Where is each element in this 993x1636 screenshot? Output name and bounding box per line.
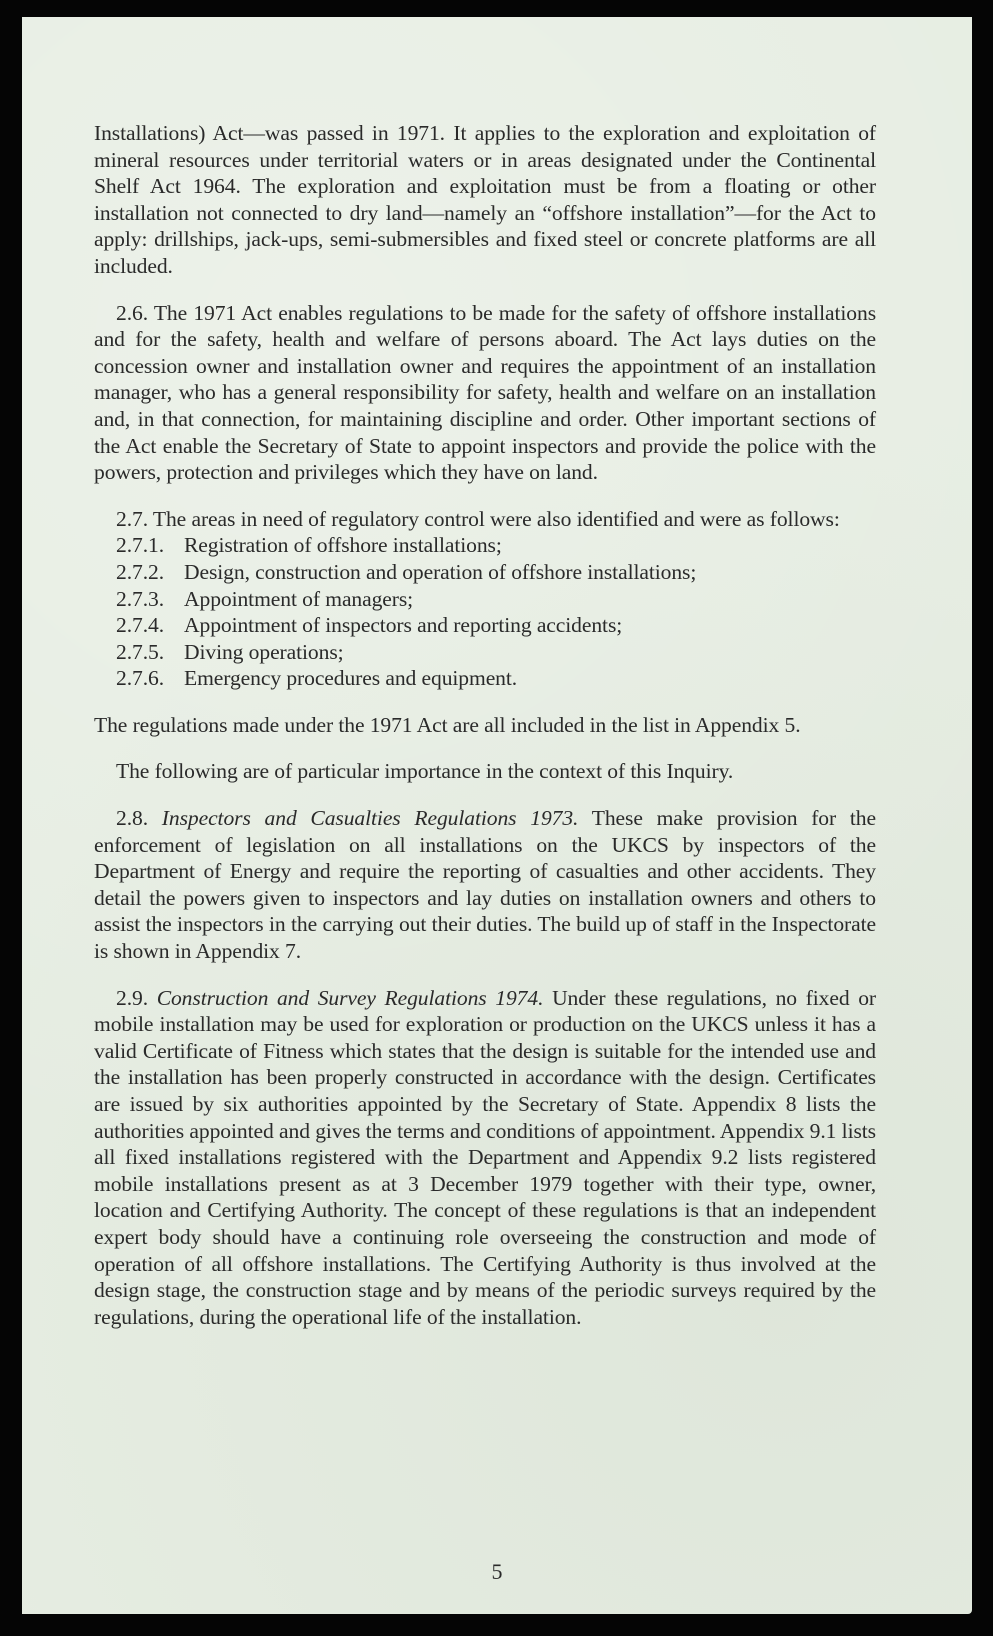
paragraph-body: Under these regulations, no fixed or mobile installation may be used for exploration or production on the UKCS unless it has a valid Certificate of Fitness which states that the design is suitable for the intended use and the installation has been properly constructed in accordance with the design. Certificates are issued by six authorities appointed by the Secretary of State. Appendix 8 lists the authorities appointed and gives the terms and conditions of appointment. Appendix 9.1 lists all fixed installations registered with the Department and Appendix 9.2 lists registered mobile installations present as at 3 December 1979 together with their type, owner, location and Certifying Authority. The concept of these regulations is that an independent expert body should have a continuing role overseeing the construction and mode of operation of all offshore installations. The Certifying Authority is thus involved at the design stage, the construction stage and by means of the periodic surveys required by the regulations, during the operational life of the installation.	[94, 985, 876, 1329]
page-number: 5	[491, 1559, 503, 1584]
regulation-title: Inspectors and Casualties Regulations 1973.	[161, 806, 579, 831]
section-number: 2.8.	[116, 806, 148, 831]
list-item-text: Appointment of inspectors and reporting accidents;	[184, 613, 623, 638]
paragraph-regulations: The regulations made under the 1971 Act are all included in the list in Appendix 5.	[94, 712, 801, 737]
list-item	[116, 665, 876, 692]
list-item-number: 2.7.2.	[116, 559, 164, 584]
paragraph-2-8	[94, 805, 876, 965]
list-item-text: Emergency procedures and equipment.	[184, 666, 518, 691]
body-text	[94, 120, 876, 1350]
paragraph-following: The following are of particular importance in the context of this Inquiry.	[116, 759, 734, 784]
list-item-text: Appointment of managers;	[184, 586, 414, 611]
paragraph-2-7: 2.7. The areas in need of regulatory control were also identified and were as follows:	[116, 506, 840, 531]
paragraph-2-6: 2.6. The 1971 Act enables regulations to be made for the safety of offshore installations and for the safety, health and welfare of persons aboard. The Act lays duties on the concession owner and installation owner and requires the appointment of an installation manager, who has a general responsibility for safety, health and welfare on an installation and, in that connection, for maintaining discipline and order. Other important sections of the Act enable the Secretary of State to appoint inspectors and provide the police with the powers, protection and privileges which they have on land.	[94, 300, 876, 485]
list-item-number: 2.7.1.	[116, 533, 164, 558]
list-item	[116, 586, 876, 613]
paragraph-2-9	[94, 985, 876, 1331]
list-item-number: 2.7.6.	[116, 666, 164, 691]
list-item-number: 2.7.3.	[116, 586, 164, 611]
document-page	[22, 17, 972, 1614]
list-item	[116, 639, 876, 666]
list-item-number: 2.7.5.	[116, 639, 164, 664]
paragraph-intro: Installations) Act—was passed in 1971. It applies to the exploration and exploitation of mineral resources under territorial waters or in areas designated under the Continental Shelf Act 1964. The exploration and exploitation must be from a floating or other installation not connected to dry land—namely an “offshore installation”—for the Act to apply: drillships, jack-ups, semi-submersibles and fixed steel or concrete platforms are all included.	[94, 121, 876, 278]
section-number: 2.9.	[116, 985, 148, 1010]
list-item	[116, 612, 876, 639]
paragraph-body: These make provision for the enforcement of legislation on all installations on the UKCS by inspectors of the Department of Energy and require the reporting of casualties and other accidents. They detail the powers given to inspectors and lay duties on installation owners and others to assist the inspectors in the carrying out their duties. The build up of staff in the Inspectorate is shown in Appendix 7.	[94, 806, 876, 964]
list-item-text: Diving operations;	[184, 639, 344, 664]
regulatory-areas-list	[116, 532, 876, 692]
list-item-number: 2.7.4.	[116, 613, 164, 638]
regulation-title: Construction and Survey Regulations 1974.	[156, 985, 544, 1010]
list-item	[116, 532, 876, 559]
list-item-text: Registration of offshore installations;	[184, 533, 502, 558]
list-item	[116, 559, 876, 586]
list-item-text: Design, construction and operation of offshore installations;	[184, 559, 697, 584]
